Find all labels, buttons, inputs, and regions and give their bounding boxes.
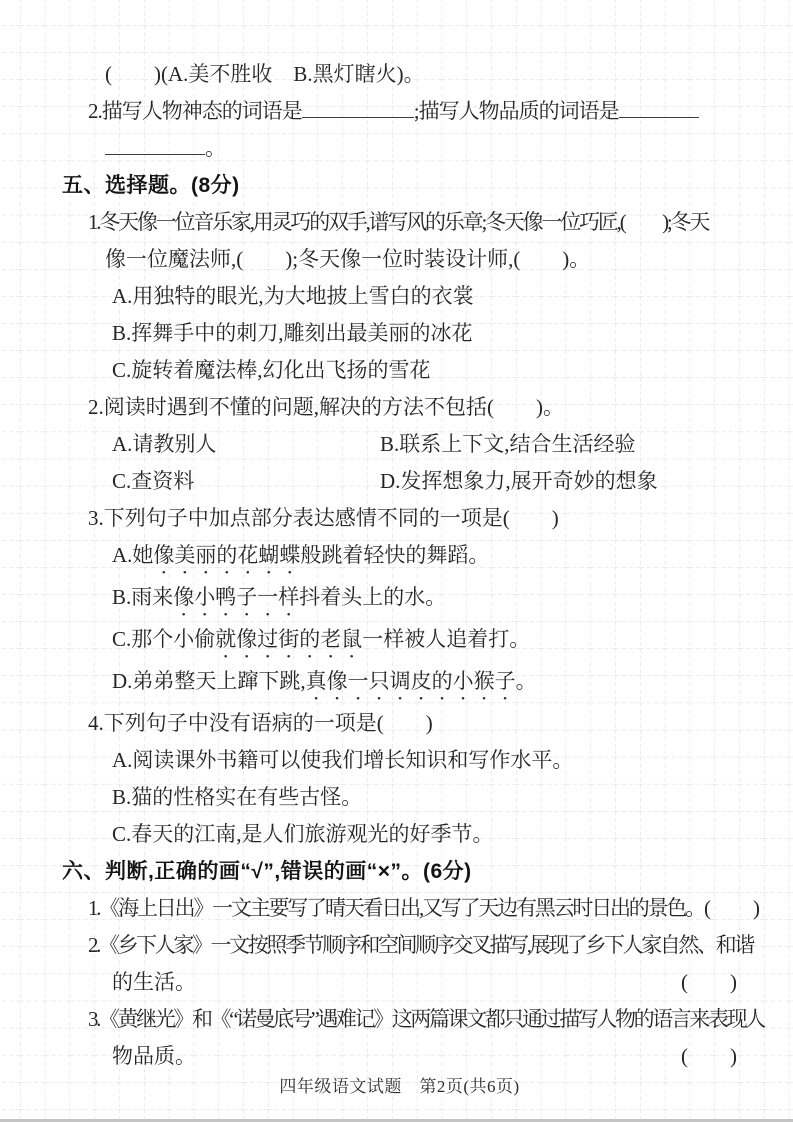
judgment-continuation-line	[112, 964, 737, 1001]
fill-blank-question-line	[88, 93, 737, 130]
question-text: 2.描写人物神态的词语是	[88, 99, 302, 123]
option-line: A.阅读课外书籍可以使我们增长知识和写作水平。	[112, 748, 574, 772]
option-text: D.弟弟整天上蹿下跳,	[112, 669, 306, 693]
emphasis-dots-text: 像美丽的花蝴蝶	[153, 543, 301, 567]
option-text: 般跳着轻快的舞蹈。	[300, 543, 490, 567]
answer-paren: ( )	[681, 1044, 737, 1068]
option-line: C.查资料	[112, 469, 195, 493]
judgment-text: 的生活。	[112, 970, 196, 994]
fill-blank-continuation-line	[105, 130, 737, 167]
question-text: ;描写人物品质的词语是	[413, 99, 619, 123]
option-line: B.挥舞手中的刺刀,雕刻出最美丽的冰花	[112, 321, 473, 345]
answer-paren: ( )	[681, 970, 737, 994]
answer-blank	[302, 97, 414, 118]
section-heading-6: 六、判断,正确的画“√”,错误的画“×”。(6分)	[62, 860, 472, 883]
option-text: 。	[515, 669, 537, 693]
judgment-line	[88, 890, 760, 927]
option-line-emphasis	[112, 537, 737, 579]
answer-blank	[619, 97, 699, 118]
judgment-continuation-line	[112, 1038, 737, 1075]
option-line: B.联系上下文,结合生活经验	[380, 432, 636, 456]
option-line: D.发挥想象力,展开奇妙的想象	[380, 469, 658, 493]
question-line: 2.阅读时遇到不懂的问题,解决的方法不包括( )。	[88, 395, 564, 419]
answer-paren: ( )	[704, 896, 760, 920]
question-line: 4.下列句子中没有语病的一项是( )	[88, 711, 433, 735]
answer-blank	[105, 134, 205, 155]
option-line: A.用独特的眼光,为大地披上雪白的衣裳	[112, 284, 474, 308]
question-continuation-line: 像一位魔法师,( );冬天像一位时装设计师,( )。	[105, 247, 591, 271]
footer-page-label: 四年级语文试题 第2页(共6页)	[279, 1077, 520, 1096]
option-row	[112, 426, 737, 463]
question-line: 3.下列句子中加点部分表达感情不同的一项是( )	[88, 506, 559, 530]
option-text: 一样被人追着打。	[362, 627, 531, 651]
judgment-text: 物品质。	[112, 1044, 196, 1068]
option-row	[112, 463, 737, 500]
question-line: ( )(A.美不胜收 B.黑灯瞎火)。	[105, 62, 425, 86]
option-text: B.雨来	[112, 585, 174, 609]
option-line-emphasis	[112, 579, 737, 621]
option-line-emphasis	[112, 621, 737, 663]
judgment-line: 3.《黄继光》和《“诺曼底号”遇难记》这两篇课文都只通过描写人物的语言来表现人	[88, 1007, 764, 1031]
option-line: C.旋转着魔法棒,幻化出飞扬的雪花	[112, 358, 431, 382]
option-line-emphasis	[112, 663, 737, 705]
section-heading-5: 五、选择题。(8分)	[62, 174, 240, 197]
question-line: 1.冬天像一位音乐家,用灵巧的双手,谱写风的乐章;冬天像一位巧匠,( );冬天	[88, 210, 709, 234]
option-text: C.那个小偷	[112, 627, 216, 651]
option-line: C.春天的江南,是人们旅游观光的好季节。	[112, 822, 494, 846]
emphasis-dots-text: 像小鸭子一样	[173, 585, 300, 609]
option-text: 抖着头上的水。	[299, 585, 447, 609]
question-text: 。	[205, 136, 226, 160]
emphasis-dots-text: 真像一只调皮的小猴子	[305, 669, 516, 693]
judgment-text: 1.《海上日出》一文主要写了晴天看日出,又写了天边有黑云时日出的景色。	[88, 896, 704, 920]
emphasis-dots-text: 就像过街的老鼠	[215, 627, 363, 651]
judgment-line: 2.《乡下人家》一文按照季节顺序和空间顺序交叉描写,展现了乡下人家自然、和谐	[88, 933, 753, 957]
option-text: A.她	[112, 543, 154, 567]
option-line: B.猫的性格实在有些古怪。	[112, 785, 363, 809]
option-line: A.请教别人	[112, 432, 217, 456]
